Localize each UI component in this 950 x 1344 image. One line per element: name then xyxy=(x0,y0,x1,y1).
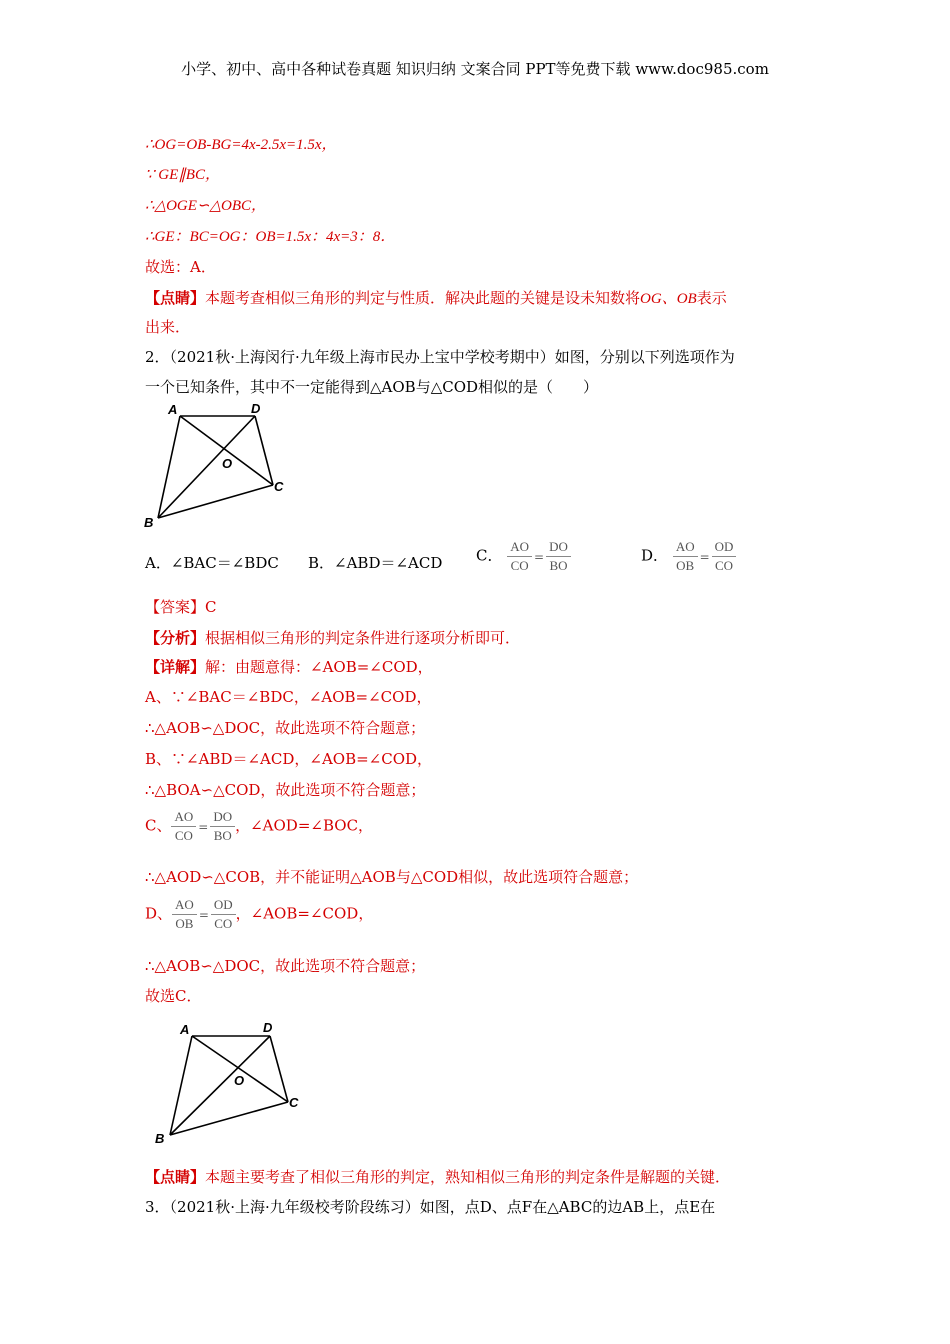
option-d xyxy=(641,538,736,575)
fraction-ao-ob: $\frac{AO}{OB}$ xyxy=(172,896,197,933)
dianjing-text-end: 表示 xyxy=(696,289,727,307)
segment-ba xyxy=(158,416,180,518)
fraction-ao-co: $\frac{AO}{CO}$ xyxy=(507,538,532,575)
question-3-line-1: 3．（2021秋·上海·九年级校考阶段练习）如图，点D、点F在△ABC的边AB上，点E在 xyxy=(145,1198,716,1216)
solution-a-2: ∴△AOB∽△DOC，故此选项不符合题意； xyxy=(145,719,426,737)
solution-line-3: ∴△OGE∽△OBC， xyxy=(145,198,267,214)
solution-line-1: ∴OG=OB-BG=4x-2.5x=1.5x， xyxy=(145,137,337,153)
option-b: B．∠ABD＝∠ACD xyxy=(308,554,443,572)
dianjing-text: 本题考查相似三角形的判定与性质．解决此题的关键是设未知数将 xyxy=(205,289,641,307)
question-2-line-2: 一个已知条件，其中不一定能得到△AOB与△COD相似的是（ ） xyxy=(145,378,599,396)
fraction-do-bo: $\frac{DO}{BO}$ xyxy=(210,808,235,845)
segment-cb xyxy=(158,485,273,518)
solution-c-suffix: ，∠AOD=∠BOC， xyxy=(235,816,374,835)
option-d-label: D． xyxy=(641,546,669,565)
vertex-label-o: O xyxy=(222,456,233,471)
fraction-od-co: $\frac{OD}{CO}$ xyxy=(712,538,737,575)
dianjing-2 xyxy=(145,1166,730,1187)
equals-sign: = xyxy=(198,819,209,834)
solution-b-2: ∴△BOA∽△COD，故此选项不符合题意； xyxy=(145,781,426,799)
question-2-line-1: 2．（2021秋·上海闵行·九年级上海市民办上宝中学校考期中）如图，分别以下列选项作为 xyxy=(145,348,735,366)
fraction-ao-ob: $\frac{AO}{OB}$ xyxy=(673,538,698,575)
dianjing-label: 【点睛】 xyxy=(145,1168,206,1186)
quadrilateral-figure-1 xyxy=(140,398,300,533)
solution-line-2: ∵ GE∥BC， xyxy=(145,167,220,183)
segment-db xyxy=(158,416,255,518)
segment-db xyxy=(170,1036,270,1135)
vertex-label-d: D xyxy=(263,1020,273,1035)
segment-ac xyxy=(180,416,273,485)
analysis xyxy=(145,627,520,648)
detail xyxy=(145,656,433,677)
solution-c-2: ∴△AOD∽△COB，并不能证明△AOB与△COD相似，故此选项符合题意； xyxy=(145,868,639,886)
vertex-label-a: A xyxy=(168,402,178,417)
option-c-label: C． xyxy=(476,546,503,565)
analysis-label: 【分析】 xyxy=(145,629,206,647)
solution-a-1: A、∵∠BAC＝∠BDC，∠AOB=∠COD， xyxy=(145,688,432,706)
solution-c-label: C、 xyxy=(145,816,172,835)
solution-d-2: ∴△AOB∽△DOC，故此选项不符合题意； xyxy=(145,957,426,975)
page-header: 小学、初中、高中各种试卷真题 知识归纳 文案合同 PPT等免费下载 www.doc985.com xyxy=(181,60,769,78)
detail-label: 【详解】 xyxy=(145,658,206,676)
solution-choose: 故选C． xyxy=(145,987,202,1005)
option-a: A．∠BAC＝∠BDC xyxy=(145,554,279,572)
vertex-label-c: C xyxy=(274,479,284,494)
vertex-label-b: B xyxy=(144,515,154,530)
segment-dc xyxy=(255,416,273,485)
vertex-label-a: A xyxy=(180,1022,190,1037)
choose-answer-a: 故选：A． xyxy=(145,258,216,276)
dianjing-1-cont: 出来． xyxy=(145,318,191,336)
fraction-od-co: $\frac{OD}{CO}$ xyxy=(211,896,236,933)
vertex-label-c: C xyxy=(289,1095,299,1110)
dianjing-label: 【点睛】 xyxy=(145,289,206,307)
vertex-label-o: O xyxy=(234,1073,245,1088)
segment-ba xyxy=(170,1036,192,1135)
vertex-label-b: B xyxy=(155,1131,165,1146)
solution-d-label: D、 xyxy=(145,904,173,923)
dianjing-text: 本题主要考查了相似三角形的判定，熟知相似三角形的判定条件是解题的关键． xyxy=(205,1168,731,1186)
solution-d-suffix: ，∠AOB=∠COD， xyxy=(235,904,374,923)
solution-line-4: ∴GE：BC=OG：OB=1.5x：4x=3：8． xyxy=(145,229,396,245)
equals-sign: = xyxy=(699,549,710,564)
analysis-text: 根据相似三角形的判定条件进行逐项分析即可． xyxy=(205,629,521,647)
vertex-label-d: D xyxy=(251,401,261,416)
dianjing-1 xyxy=(145,287,727,308)
detail-text: 解：由题意得：∠AOB=∠COD， xyxy=(205,658,433,676)
equals-sign: = xyxy=(198,907,209,922)
solution-d-1 xyxy=(145,896,373,933)
quadrilateral-figure-2 xyxy=(150,1015,310,1150)
fraction-ao-co: $\frac{AO}{CO}$ xyxy=(171,808,196,845)
option-c xyxy=(476,538,571,575)
segment-ac xyxy=(192,1036,288,1102)
solution-c-1 xyxy=(145,808,373,845)
solution-b-1: B、∵∠ABD＝∠ACD，∠AOB=∠COD， xyxy=(145,750,433,768)
dianjing-math: OG、OB xyxy=(640,291,697,307)
fraction-do-bo: $\frac{DO}{BO}$ xyxy=(546,538,571,575)
answer: 【答案】C xyxy=(145,598,217,616)
equals-sign: = xyxy=(534,549,545,564)
